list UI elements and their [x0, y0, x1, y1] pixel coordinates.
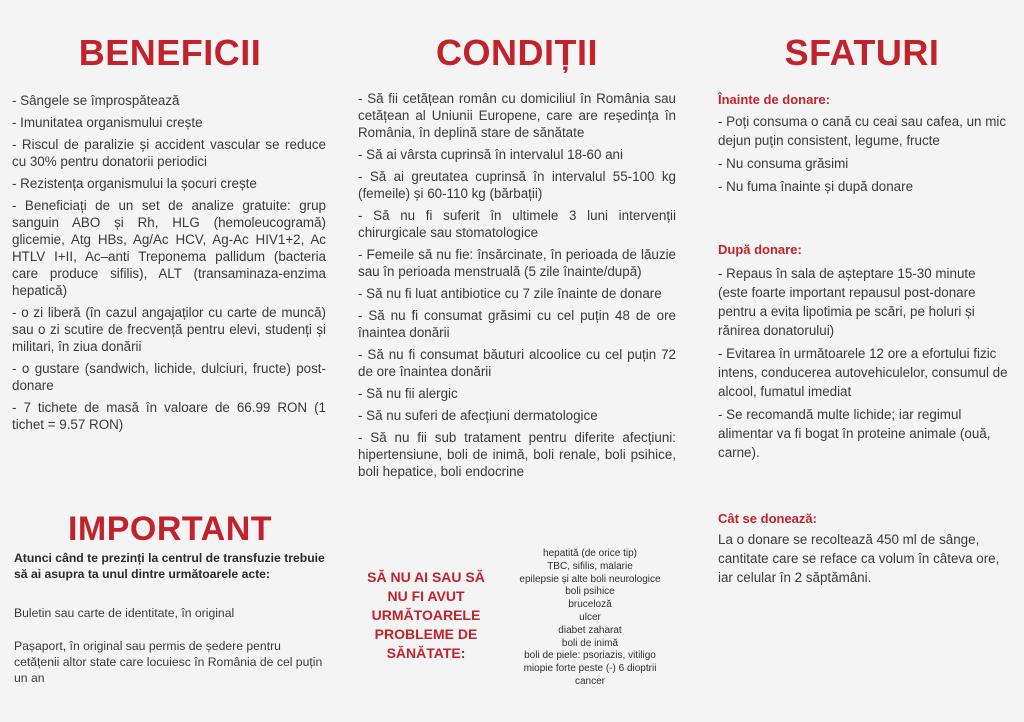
list-item: - Să ai greutatea cuprinsă în intervalul 55-100 kg (femeile) și 60-110 kg (bărbații): [358, 169, 676, 201]
list-item: - Imunitatea organismului crește: [12, 115, 203, 130]
list-item: - o gustare (sandwich, lichide, dulciuri, fructe) post-donare: [12, 361, 326, 393]
list-item: - Repaus în sala de așteptare 15-30 minute (este foarte important repausul post-donare pentru a evita lipotimia pe scări, pe holuri și rănirea donatorului): [718, 266, 976, 338]
list-item: - Să fii cetățean român cu domiciliul în România sau cetățean al Uniunii Europene, care are reședința în România, în deplină stare de sănătate: [358, 91, 676, 140]
list-item: diabet zaharat: [558, 624, 622, 636]
list-item: ulcer: [579, 611, 601, 623]
list-item: - Rezistența organismului la șocuri crește: [12, 176, 257, 191]
list-item: - Se recomandă multe lichide; iar regimul alimentar va fi bogat în proteine animale (ouă, carne).: [718, 407, 991, 460]
list-item: - 7 tichete de masă în valoare de 66.99 RON (1 tichet = 9.57 RON): [12, 400, 326, 432]
important-title: IMPORTANT: [67, 510, 273, 548]
list-item: - Să ai vârsta cuprinsă în intervalul 18-60 ani: [358, 147, 623, 162]
important-doc-id: Buletin sau carte de identitate, în original: [14, 606, 235, 620]
important-intro: Atunci când te prezinți la centrul de transfuzie trebuie să ai asupra ta unul dintre următoarele acte:: [14, 551, 325, 581]
list-item: - Nu consuma grăsimi: [718, 156, 849, 171]
list-item: miopie forte peste (-) 6 dioptrii: [523, 663, 657, 675]
list-item: - Să nu fi consumat grăsimi cu cel puțin 48 de ore înaintea donării: [358, 308, 676, 340]
list-item: - Să nu fi consumat băuturi alcoolice cu cel puțin 72 de ore înaintea donării: [358, 347, 676, 379]
list-item: epilepsie și alte boli neurologice: [519, 573, 661, 585]
list-item: boli de inimă: [561, 637, 619, 649]
important-doc-passport: Pașaport, în original sau permis de ședere pentru cetățenii altor state care locuiesc în România de cel puțin un an: [14, 639, 323, 685]
after-donation-title: După donare:: [718, 242, 802, 257]
list-item: cancer: [574, 675, 605, 687]
conditii-title: CONDIȚII: [436, 32, 598, 73]
list-item: - Sângele se împrospătează: [12, 93, 180, 108]
list-item: - Femeile să nu fie: însărcinate, în perioada de lăuzie sau în perioada menstruală (5 zile înainte/după): [358, 247, 676, 279]
list-item: - Să nu fi suferit în ultimele 3 luni intervenții chirurgicale sau stomatologice: [358, 208, 676, 240]
list-item: - Nu fuma înainte și după donare: [718, 179, 914, 194]
after-donation-list: [718, 264, 1008, 466]
beneficii-title: BENEFICII: [78, 32, 262, 73]
before-donation-list: [718, 112, 1008, 200]
beneficii-list: [12, 92, 326, 438]
list-item: - Să nu suferi de afecțiuni dermatologice: [358, 408, 598, 423]
list-item: boli psihice: [565, 586, 615, 598]
health-problems-warning: SĂ NU AI SAU SĂ NU FI AVUT URMĂTOARELE PROBLEME DE SĂNĂTATE:: [367, 569, 485, 661]
sfaturi-title: SFATURI: [784, 32, 940, 73]
donation-amount-title: Cât se donează:: [718, 511, 817, 526]
donation-amount-list: [718, 530, 1008, 591]
list-item: - Evitarea în următoarele 12 ore a efortului fizic intens, conducerea autovehiculelor, consumul de alcool, fumatul imediat: [718, 346, 1008, 399]
list-item: - Riscul de paralizie și accident vascular se reduce cu 30% pentru donatorii periodici: [12, 137, 326, 169]
list-item: - Să nu fii alergic: [358, 386, 458, 401]
list-item: - Să nu fii sub tratament pentru diferite afecțiuni: hipertensiune, boli de inimă, boli renale, boli psihice, boli hepatice, boli endocrine: [358, 430, 676, 479]
list-item: - Să nu fi luat antibiotice cu 7 zile înainte de donare: [358, 286, 662, 301]
conditii-list: [358, 90, 676, 485]
health-problems-list: [500, 548, 680, 689]
list-item: bruceloză: [568, 599, 612, 611]
list-item: - Poți consuma o cană cu ceai sau cafea, un mic dejun puțin consistent, legume, fructe: [718, 114, 1007, 148]
list-item: La o donare se recoltează 450 ml de sânge, cantitate care se reface ca volum în câteva ore, iar celular în 2 săptămâni.: [718, 532, 1000, 585]
list-item: hepatită (de orice tip): [543, 548, 637, 559]
before-donation-title: Înainte de donare:: [718, 92, 830, 107]
list-item: TBC, sifilis, malarie: [547, 560, 633, 572]
list-item: - o zi liberă (în cazul angajaților cu carte de muncă) sau o zi scutire de frecvență pentru elevi, studenți și militari, în ziua donării: [12, 305, 326, 354]
list-item: - Beneficiați de un set de analize gratuite: grup sanguin ABO și Rh, HLG (hemoleucogramă) glicemie, Atg HBs, Ag/Ac HCV, Ag-Ac HIV1+2, Ac HTLV I+II, Ac–anti Treponema pallidum (bacteria care produce sifilis), ALT (transaminaza-enzima hepatică): [12, 198, 326, 298]
list-item: boli de piele: psoriazis, vitiligo: [524, 650, 656, 662]
